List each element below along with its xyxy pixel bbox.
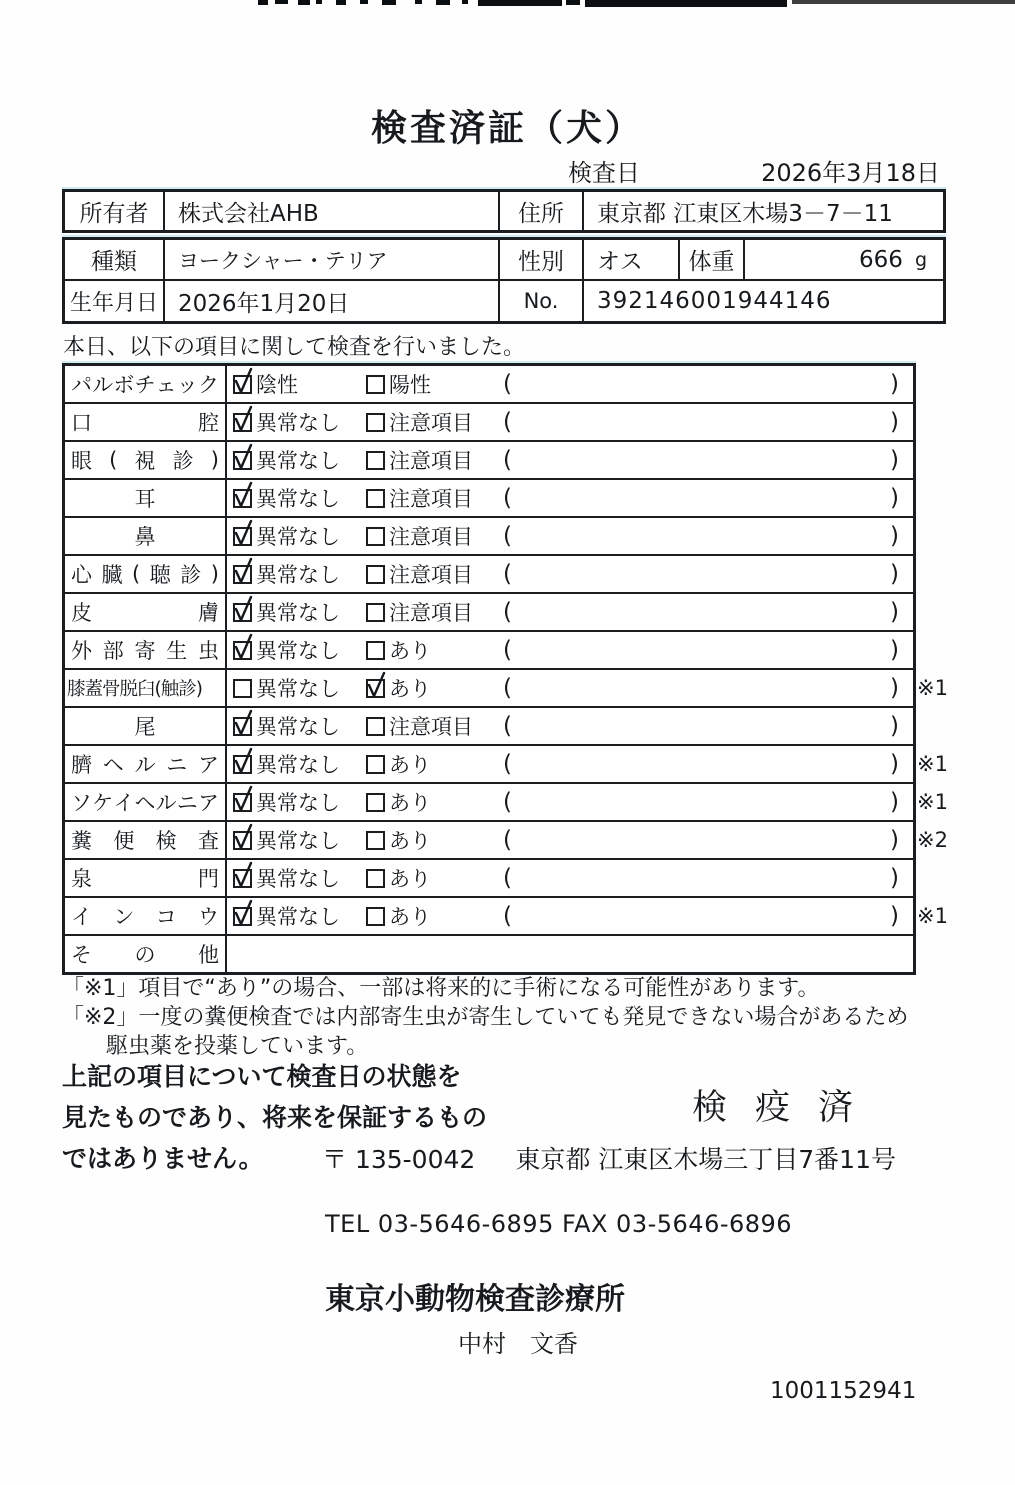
- checklist-row: [65, 402, 913, 440]
- weight-number: 666: [859, 246, 903, 273]
- checkbox-icon: [233, 451, 252, 470]
- check-icon: [231, 481, 255, 509]
- checklist-item-options: [227, 480, 913, 516]
- pet-table: [62, 237, 946, 324]
- checklist-row: [65, 858, 913, 896]
- check-icon: [231, 519, 255, 547]
- option-2-label: 注意項目: [389, 411, 473, 435]
- footnote-marker: ※1: [917, 752, 948, 776]
- remarks-paren-open: (: [503, 751, 512, 777]
- checklist-item-name: イ ン コ ウ: [65, 898, 227, 934]
- remarks-paren-close: ): [890, 751, 899, 777]
- clinic-address-row: [322, 1140, 896, 1176]
- checklist-item-options: [227, 556, 913, 592]
- checklist-item-name: 糞 便 検 査: [65, 822, 227, 858]
- checkbox-icon: [233, 413, 252, 432]
- option-1-label: 異常なし: [256, 715, 340, 739]
- remarks-paren-close: ): [890, 827, 899, 853]
- option-1: [233, 749, 340, 779]
- option-2-label: 注意項目: [389, 487, 473, 511]
- owner-label: 所有者: [79, 200, 149, 227]
- option-2-label: あり: [389, 791, 431, 815]
- option-1-label: 異常なし: [256, 791, 340, 815]
- inspection-date-row: [568, 153, 940, 188]
- disclaimer-line-3: ではありません。: [62, 1144, 264, 1173]
- option-1: [233, 787, 340, 817]
- checklist-item-name: 泉 門: [65, 860, 227, 896]
- checkbox-icon: [233, 565, 252, 584]
- check-icon: [231, 899, 255, 927]
- checklist-row: [65, 896, 948, 934]
- option-1-label: 異常なし: [256, 829, 340, 853]
- checkbox-icon: [233, 489, 252, 508]
- checkbox-icon: [233, 869, 252, 888]
- option-1: [233, 711, 340, 741]
- breed-value: ヨークシャー・テリア: [163, 240, 498, 279]
- option-2: [366, 369, 431, 399]
- checklist-row: [65, 440, 913, 478]
- birthdate-value: 2026年1月20日: [163, 281, 498, 321]
- checklist-row: [65, 820, 948, 858]
- page-title: 検査済証（犬）: [370, 108, 644, 149]
- option-2: [366, 635, 431, 665]
- checklist-row: [65, 630, 913, 668]
- option-2: [366, 901, 431, 931]
- checklist-row: [65, 934, 913, 972]
- option-1-label: 異常なし: [256, 525, 340, 549]
- checklist-item-name: パ ル ボ チ ェ ッ ク: [65, 366, 227, 402]
- checklist-item-name: そ の 他: [65, 936, 227, 972]
- checklist-item-options: [227, 404, 913, 440]
- remarks-paren-close: ): [890, 789, 899, 815]
- check-icon: [231, 709, 255, 737]
- remarks-paren-open: (: [503, 409, 512, 435]
- remarks-paren-open: (: [503, 865, 512, 891]
- footnote-1: 「※1」項目で“あり”の場合、一部は将来的に手術になる可能性があります。: [62, 976, 820, 1001]
- option-1-label: 異常なし: [256, 449, 340, 473]
- remarks-paren-open: (: [503, 903, 512, 929]
- owner-value: 株式会社AHB: [163, 192, 498, 230]
- disclaimer-line-1: 上記の項目について検査日の状態を: [62, 1062, 462, 1091]
- option-2-label: あり: [389, 677, 431, 701]
- quarantine-stamp: 検疫済: [692, 1088, 882, 1128]
- checkbox-icon: [233, 793, 252, 812]
- option-2-label: あり: [389, 639, 431, 663]
- footnotes: [62, 974, 908, 1061]
- checkbox-icon: [233, 907, 252, 926]
- intro-text: 本日、以下の項目に関して検査を行いました。: [63, 335, 526, 360]
- remarks-paren-open: (: [503, 561, 512, 587]
- option-1: [233, 407, 340, 437]
- no-label: No.: [498, 281, 582, 321]
- option-1-label: 陰性: [256, 373, 298, 397]
- remarks-paren-close: ): [890, 903, 899, 929]
- disclaimer-line-2: 見たものであり、将来を保証するもの: [62, 1103, 488, 1132]
- option-1: [233, 483, 340, 513]
- option-2-label: 陽性: [389, 373, 431, 397]
- checklist-item-options: [227, 366, 913, 402]
- remarks-paren-open: (: [503, 713, 512, 739]
- checklist-item-name: 臍 ヘ ル ニ ア: [65, 746, 227, 782]
- checkbox-icon: [366, 755, 385, 774]
- checklist-row: [65, 706, 913, 744]
- option-1: [233, 521, 340, 551]
- option-2-label: 注意項目: [389, 715, 473, 739]
- checklist-item-name: 眼 ( 視 診 ): [65, 442, 227, 478]
- checklist-item-name: 膝蓋骨脱臼(触診): [65, 670, 227, 706]
- option-1-label: 異常なし: [256, 563, 340, 587]
- check-icon: [231, 823, 255, 851]
- option-2: [366, 521, 473, 551]
- footnote-marker: ※2: [917, 828, 948, 852]
- checkbox-icon: [233, 527, 252, 546]
- checkbox-icon: [366, 641, 385, 660]
- clinic-name: 東京小動物検査診療所: [325, 1282, 625, 1317]
- checkbox-icon: [233, 831, 252, 850]
- document-number: 1001152941: [770, 1378, 917, 1404]
- remarks-paren-close: ): [890, 713, 899, 739]
- checklist-item-options: [227, 936, 913, 972]
- checklist-item-name: 外 部 寄 生 虫: [65, 632, 227, 668]
- option-2-label: 注意項目: [389, 563, 473, 587]
- option-2-label: あり: [389, 905, 431, 929]
- checklist-row: [65, 744, 948, 782]
- option-1-label: 異常なし: [256, 601, 340, 625]
- checkbox-icon: [366, 413, 385, 432]
- checkbox-icon: [366, 603, 385, 622]
- remarks-paren-close: ): [890, 447, 899, 473]
- checklist-row: [65, 592, 913, 630]
- option-1-label: 異常なし: [256, 867, 340, 891]
- check-icon: [231, 557, 255, 585]
- breed-label: 種類: [91, 249, 137, 275]
- option-2: [366, 559, 473, 589]
- tel-fax-line: TEL 03-5646-6895 FAX 03-5646-6896: [325, 1210, 793, 1238]
- option-1: [233, 635, 340, 665]
- option-1-label: 異常なし: [256, 487, 340, 511]
- option-2-label: 注意項目: [389, 525, 473, 549]
- checkbox-icon: [233, 679, 252, 698]
- checkbox-icon: [366, 527, 385, 546]
- checkbox-icon: [233, 603, 252, 622]
- checkbox-icon: [366, 869, 385, 888]
- option-2: [366, 483, 473, 513]
- remarks-paren-open: (: [503, 371, 512, 397]
- address-label: 住所: [498, 192, 582, 230]
- inspection-date-value: 2026年3月18日: [761, 159, 940, 187]
- remarks-paren-close: ): [890, 371, 899, 397]
- option-2: [366, 673, 431, 703]
- remarks-paren-open: (: [503, 599, 512, 625]
- option-2-label: あり: [389, 753, 431, 777]
- option-1-label: 異常なし: [256, 639, 340, 663]
- checklist-item-name: 心 臓 ( 聴 診 ): [65, 556, 227, 592]
- checkbox-icon: [366, 793, 385, 812]
- option-1-label: 異常なし: [256, 411, 340, 435]
- checklist-item-name: ソ ケ イ ヘ ル ニ ア: [65, 784, 227, 820]
- footnote-2-continued: 駆虫薬を投薬しています。: [106, 1034, 369, 1059]
- checklist-item-options: [227, 822, 913, 858]
- check-icon: [231, 633, 255, 661]
- weight-value: [743, 240, 943, 279]
- remarks-paren-close: ): [890, 599, 899, 625]
- remarks-paren-close: ): [890, 561, 899, 587]
- checkbox-icon: [366, 831, 385, 850]
- checklist-item-name: 鼻: [65, 518, 227, 554]
- remarks-paren-close: ): [890, 523, 899, 549]
- option-2-label: あり: [389, 867, 431, 891]
- checklist-row: [65, 782, 948, 820]
- check-icon: [231, 785, 255, 813]
- option-1: [233, 597, 340, 627]
- option-2-label: あり: [389, 829, 431, 853]
- option-2: [366, 787, 431, 817]
- option-2-label: 注意項目: [389, 449, 473, 473]
- option-1-label: 異常なし: [256, 677, 340, 701]
- checklist-row: [65, 366, 913, 402]
- option-1: [233, 673, 340, 703]
- checklist-item-name: 口 腔: [65, 404, 227, 440]
- checklist-row: [65, 668, 948, 706]
- option-1: [233, 863, 340, 893]
- checklist-item-options: [227, 442, 913, 478]
- option-1: [233, 901, 340, 931]
- checklist-item-options: [227, 632, 913, 668]
- option-2-label: 注意項目: [389, 601, 473, 625]
- remarks-paren-open: (: [503, 447, 512, 473]
- checklist-row: [65, 478, 913, 516]
- checklist-item-name: 尾: [65, 708, 227, 744]
- remarks-paren-close: ): [890, 637, 899, 663]
- remarks-paren-open: (: [503, 523, 512, 549]
- option-1-label: 異常なし: [256, 753, 340, 777]
- sex-label: 性別: [498, 240, 582, 279]
- remarks-paren-close: ): [890, 865, 899, 891]
- checkbox-icon: [366, 489, 385, 508]
- checklist-item-options: [227, 746, 913, 782]
- checklist-item-options: [227, 898, 913, 934]
- checklist-item-options: [227, 708, 913, 744]
- option-2: [366, 597, 473, 627]
- clinic-address: 東京都 江東区木場三丁目7番11号: [515, 1145, 896, 1174]
- option-2: [366, 825, 431, 855]
- checklist-item-options: [227, 594, 913, 630]
- option-1: [233, 825, 340, 855]
- checklist-table: [62, 363, 948, 975]
- remarks-paren-open: (: [503, 789, 512, 815]
- checkbox-icon: [233, 375, 252, 394]
- footnote-marker: ※1: [917, 790, 948, 814]
- remarks-paren-open: (: [503, 485, 512, 511]
- footnote-marker: ※1: [917, 676, 948, 700]
- checkbox-icon: [233, 641, 252, 660]
- check-icon: [364, 671, 388, 699]
- owner-table: [62, 189, 946, 233]
- option-2: [366, 749, 431, 779]
- checkbox-icon: [366, 717, 385, 736]
- option-2: [366, 863, 431, 893]
- checklist-row: [65, 554, 913, 592]
- checklist-item-options: [227, 518, 913, 554]
- remarks-paren-close: ): [890, 675, 899, 701]
- remarks-paren-open: (: [503, 827, 512, 853]
- checklist-row: [65, 516, 913, 554]
- examiner-name: 中村 文香: [458, 1330, 578, 1358]
- remarks-paren-close: ): [890, 485, 899, 511]
- checkbox-icon: [366, 451, 385, 470]
- footnote-2: 「※2」一度の糞便検査では内部寄生虫が寄生していても発見できない場合があるため: [62, 1005, 909, 1030]
- check-icon: [231, 405, 255, 433]
- remarks-paren-close: ): [890, 409, 899, 435]
- weight-unit: g: [914, 248, 927, 271]
- checkbox-icon: [366, 375, 385, 394]
- option-1-label: 異常なし: [256, 905, 340, 929]
- remarks-paren-open: (: [503, 637, 512, 663]
- weight-label: 体重: [678, 240, 743, 279]
- checklist-item-options: [227, 860, 913, 896]
- checklist-item-options: [227, 670, 913, 706]
- postal-code: 〒 135-0042: [322, 1145, 476, 1174]
- check-icon: [231, 861, 255, 889]
- option-2: [366, 445, 473, 475]
- option-1: [233, 369, 298, 399]
- footnote-marker: ※1: [917, 904, 948, 928]
- checkbox-icon: [366, 907, 385, 926]
- option-2: [366, 711, 473, 741]
- checkbox-icon: [366, 679, 385, 698]
- check-icon: [231, 443, 255, 471]
- check-icon: [231, 747, 255, 775]
- option-1: [233, 445, 340, 475]
- checklist-item-name: 耳: [65, 480, 227, 516]
- remarks-paren-open: (: [503, 675, 512, 701]
- checkbox-icon: [366, 565, 385, 584]
- checklist-item-name: 皮 膚: [65, 594, 227, 630]
- address-value: 東京都 江東区木場3－7－11: [582, 192, 943, 230]
- checklist-item-options: [227, 784, 913, 820]
- no-value: 392146001944146: [582, 281, 943, 321]
- birthdate-label: 生年月日: [69, 290, 158, 316]
- checkbox-icon: [233, 755, 252, 774]
- inspection-date-label: 検査日: [568, 159, 640, 187]
- option-2: [366, 407, 473, 437]
- checkbox-icon: [233, 717, 252, 736]
- check-icon: [231, 595, 255, 623]
- option-1: [233, 559, 340, 589]
- check-icon: [231, 367, 255, 395]
- sex-value: オス: [582, 240, 678, 279]
